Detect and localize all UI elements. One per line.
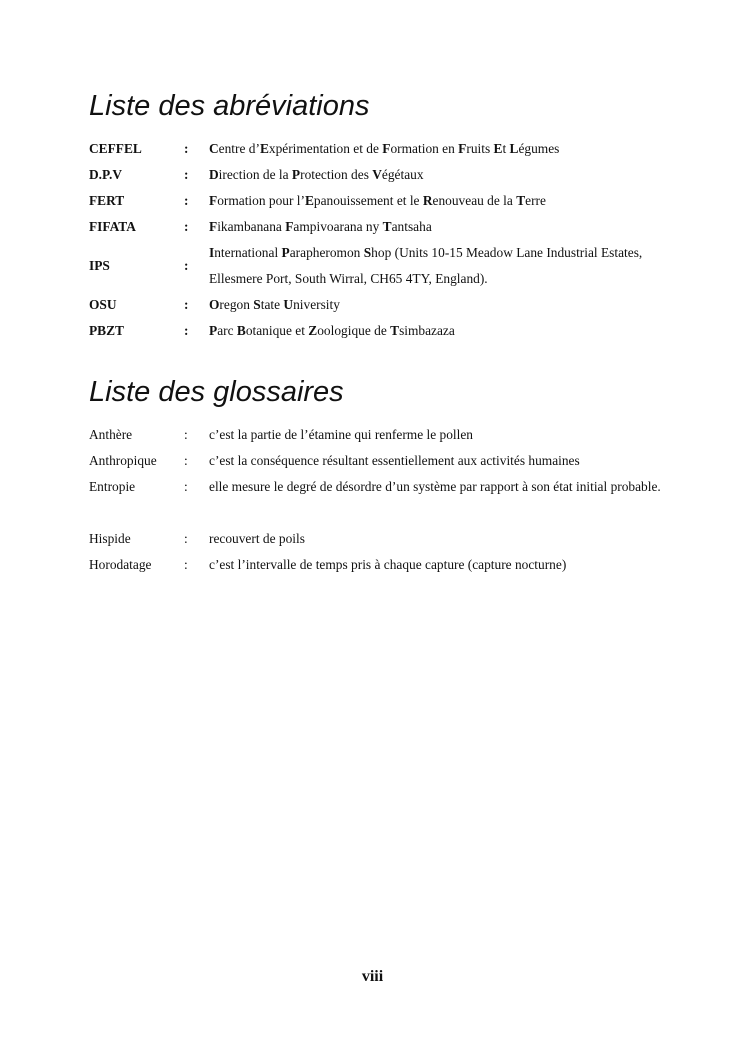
separator: : [184,167,189,182]
abbreviation-term: PBZT [89,323,124,338]
abbreviation-term: FIFATA [89,219,136,234]
separator: : [184,323,189,338]
glossary-term: Hispide [89,531,131,546]
separator: : [184,297,189,312]
separator: : [184,531,188,546]
abbreviation-term: FERT [89,193,125,208]
separator: : [184,453,188,468]
separator: : [184,258,189,273]
separator: : [184,479,188,494]
abbreviations-heading: Liste des abréviations [89,90,370,122]
abbreviation-term: CEFFEL [89,141,142,156]
abbreviation-definition: Centre d’Expérimentation et de Formation en Fruits Et Légumes [209,141,560,156]
abbreviation-row [89,240,669,292]
abbreviation-term: OSU [89,297,117,312]
glossary-definition: c’est la partie de l’étamine qui renferme le pollen [209,427,473,442]
separator: : [184,219,189,234]
separator: : [184,141,189,156]
abbreviation-term: D.P.V [89,167,122,182]
abbreviation-definition: Oregon State University [209,297,340,312]
separator: : [184,193,189,208]
glossary-term: Entropie [89,479,136,494]
glossary-term: Anthropique [89,453,157,468]
glossary-definition: recouvert de poils [209,531,305,546]
glossary-definition: elle mesure le degré de désordre d’un système par rapport à son état initial probable. [209,479,661,494]
separator: : [184,557,188,572]
glossary-term: Horodatage [89,557,152,572]
abbreviation-definition: International Parapheromon Shop (Units 10-15 Meadow Lane Industrial Estates, Ellesmere Port, South Wirral, CH65 4TY, England). [209,245,643,286]
glossary-definition: c’est la conséquence résultant essentiellement aux activités humaines [209,453,580,468]
abbreviation-definition: Formation pour l’Epanouissement et le Renouveau de la Terre [209,193,546,208]
abbreviation-definition: Fikambanana Fampivoarana ny Tantsaha [209,219,432,234]
glossary-term: Anthère [89,427,133,442]
separator: : [184,427,188,442]
abbreviation-term: IPS [89,258,110,273]
glossary-heading: Liste des glossaires [89,376,344,408]
abbreviation-definition: Parc Botanique et Zoologique de Tsimbazaza [209,323,455,338]
abbreviation-definition: Direction de la Protection des Végétaux [209,167,424,182]
glossary-definition: c’est l’intervalle de temps pris à chaque capture (capture nocturne) [209,557,567,572]
page-number: viii [361,968,384,985]
